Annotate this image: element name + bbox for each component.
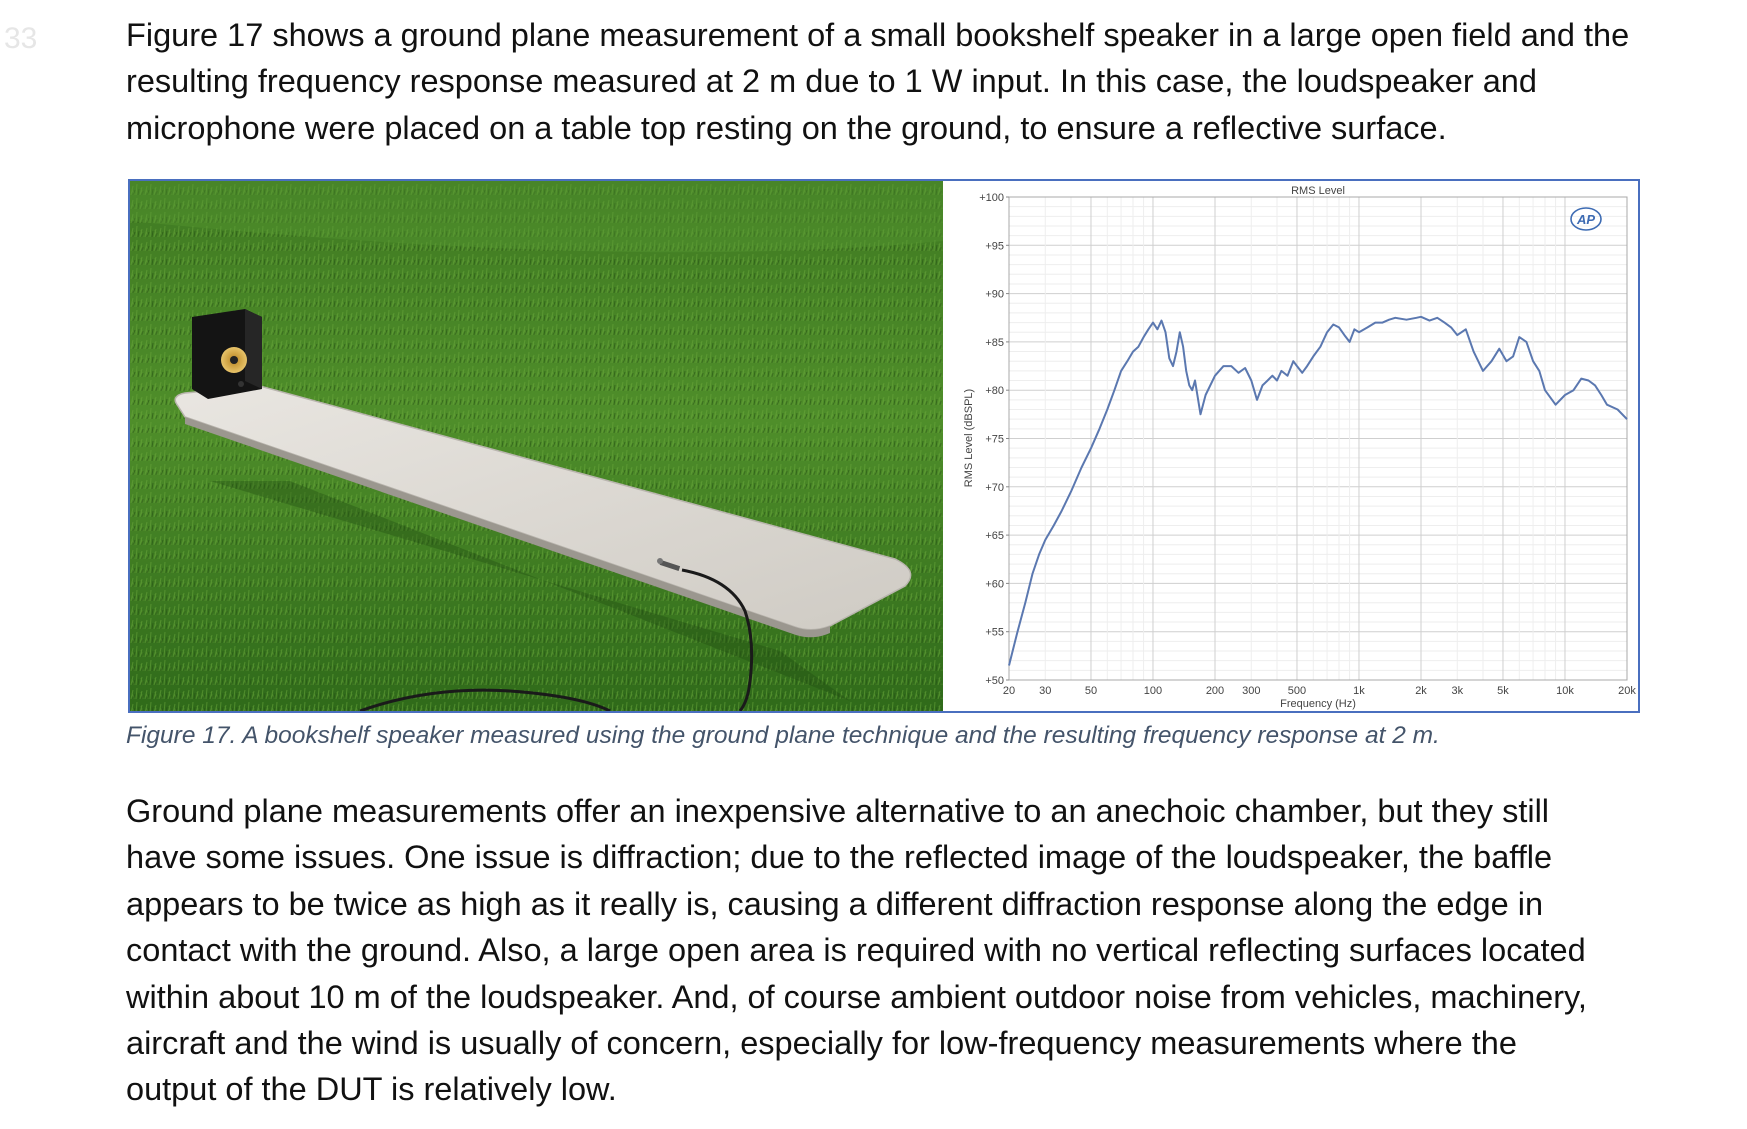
- y-tick-label: +65: [985, 530, 1004, 543]
- body-paragraph: [126, 788, 1646, 1113]
- y-tick-label: +95: [985, 240, 1004, 253]
- ap-logo-text: AP: [1576, 212, 1596, 227]
- x-tick-label: 500: [1287, 685, 1307, 697]
- paragraph-line: resulting frequency response measured at 2 m due to 1 W input. In this case, the loudspeaker and: [126, 63, 1537, 100]
- chart-title: RMS Level: [1291, 185, 1345, 197]
- y-tick-label: +85: [985, 336, 1004, 349]
- intro-paragraph: [126, 12, 1646, 151]
- page-number: 33: [4, 22, 38, 55]
- paragraph-line: have some issues. One issue is diffraction; due to the reflected image of the loudspeaker, the baffle: [126, 839, 1553, 876]
- x-tick-label: 200: [1205, 685, 1225, 697]
- y-tick-label: +75: [985, 433, 1004, 446]
- y-axis-label: RMS Level (dBSPL): [963, 388, 975, 488]
- x-tick-label: 3k: [1451, 685, 1464, 697]
- figure-17: [128, 179, 1640, 713]
- x-tick-label: 50: [1084, 685, 1098, 697]
- paragraph-line: appears to be twice as high as it really is, causing a different diffraction response along the edge in: [126, 885, 1544, 922]
- frequency-response-chart: [943, 181, 1638, 711]
- speaker-photo: [130, 181, 943, 711]
- x-axis-label: Frequency (Hz): [1280, 698, 1356, 710]
- y-tick-label: +55: [985, 626, 1004, 639]
- paragraph-line: Figure 17 shows a ground plane measurement of a small bookshelf speaker in a large open field and the: [126, 17, 1630, 53]
- x-tick-label: 30: [1039, 685, 1052, 697]
- x-tick-label: 2k: [1415, 685, 1427, 697]
- x-tick-label: 20: [1002, 685, 1016, 697]
- paragraph-line: output of the DUT is relatively low.: [126, 1071, 617, 1108]
- paragraph-line: within about 10 m of the loudspeaker. And, of course ambient outdoor noise from vehicles, machinery,: [126, 978, 1587, 1015]
- paragraph-line: microphone were placed on a table top resting on the ground, to ensure a reflective surface.: [126, 109, 1447, 146]
- x-tick-label: 100: [1143, 685, 1163, 697]
- paragraph-line: Ground plane measurements offer an inexpensive alternative to an anechoic chamber, but they still: [126, 793, 1550, 829]
- y-tick-label: +80: [985, 385, 1004, 398]
- x-tick-label: 10k: [1556, 685, 1574, 697]
- paragraph-line: contact with the ground. Also, a large open area is required with no vertical reflecting surfaces located: [126, 932, 1586, 969]
- x-tick-label: 20k: [1618, 685, 1636, 697]
- paragraph-line: aircraft and the wind is usually of concern, especially for low-frequency measurements where the: [126, 1025, 1517, 1062]
- y-tick-label: +100: [979, 192, 1004, 204]
- x-tick-label: 1k: [1353, 685, 1365, 697]
- y-tick-label: +50: [985, 675, 1004, 687]
- x-tick-label: 300: [1242, 685, 1261, 697]
- y-tick-label: +60: [985, 578, 1004, 591]
- y-tick-label: +90: [985, 288, 1004, 301]
- figure-caption: Figure 17. A bookshelf speaker measured using the ground plane technique and the resulting frequency response at 2 m.: [126, 722, 1440, 749]
- y-tick-label: +70: [985, 481, 1004, 494]
- x-tick-label: 5k: [1497, 685, 1509, 697]
